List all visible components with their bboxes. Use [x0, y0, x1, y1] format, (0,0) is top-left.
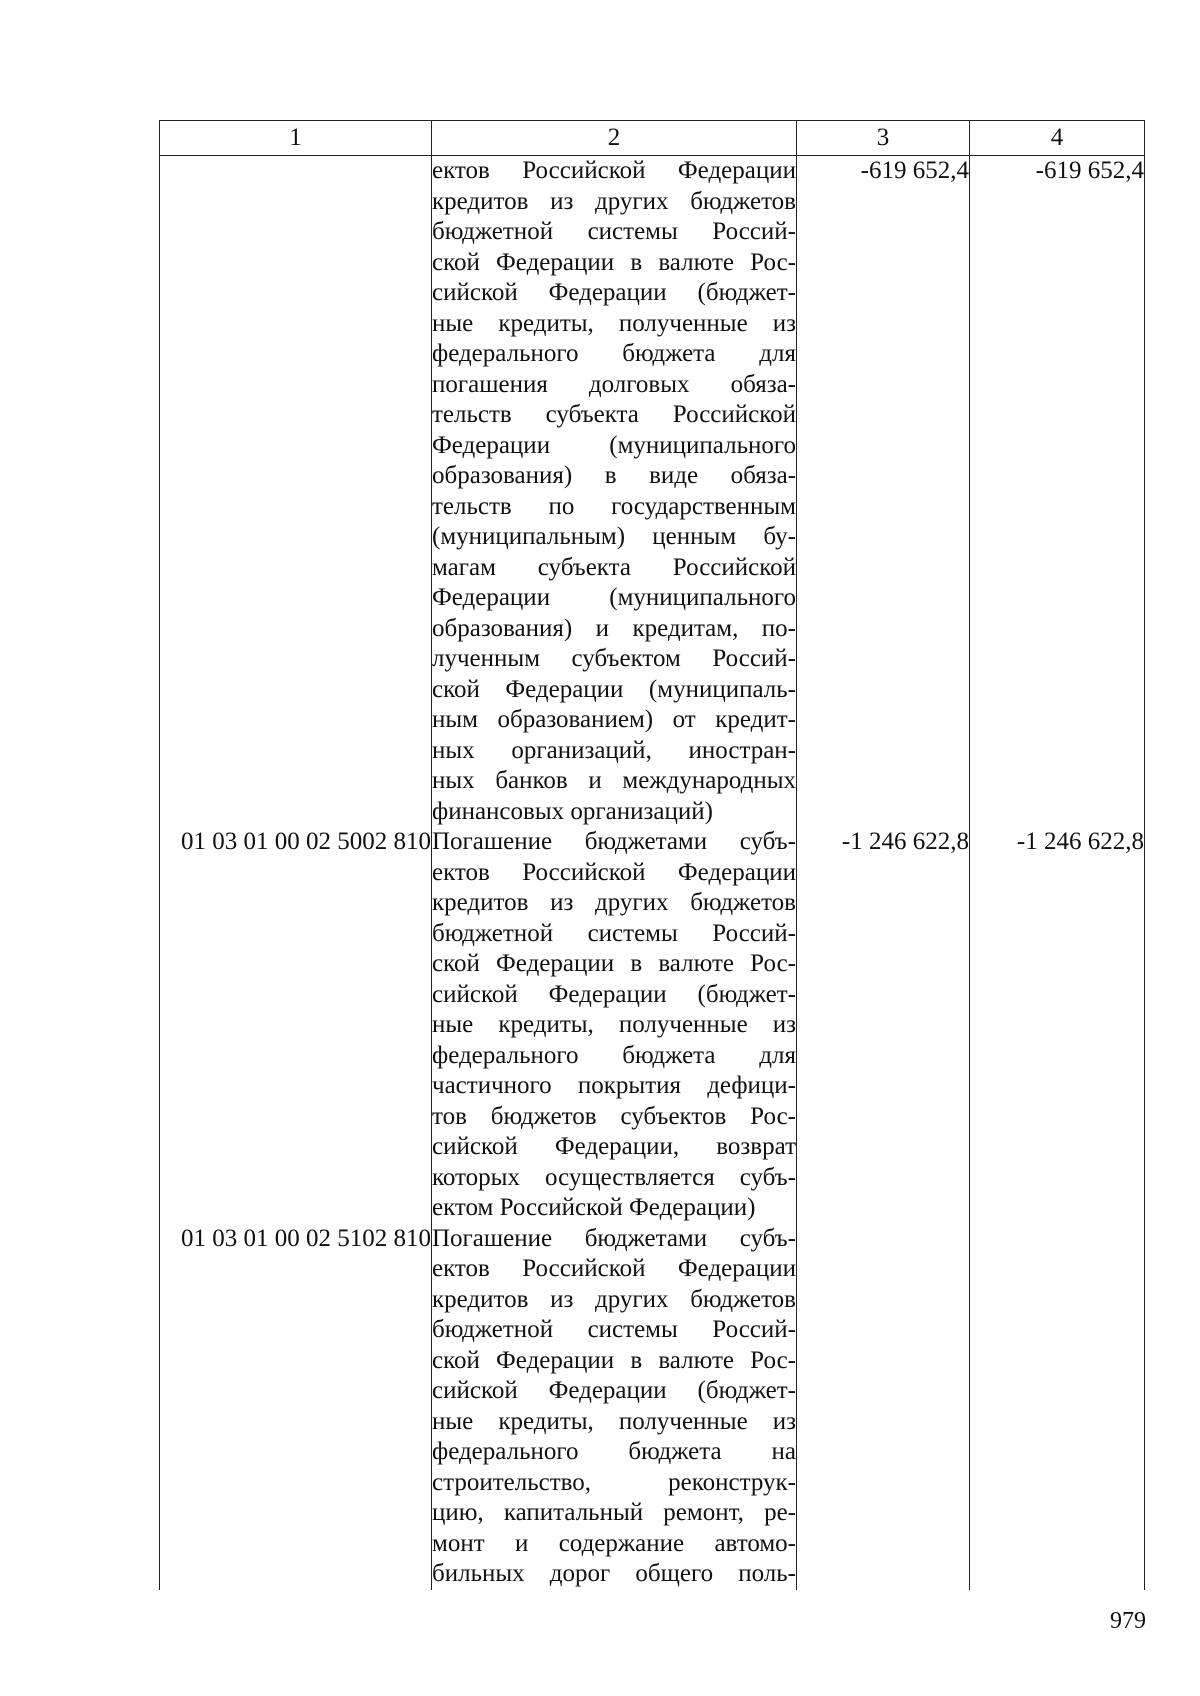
description-line: ные кредиты, полученные из [432, 1407, 796, 1435]
description-line: кредитов из других бюджетов [432, 889, 796, 916]
amount-col-4 [970, 1224, 1145, 1590]
description-line: ных организаций, иностран- [432, 736, 796, 764]
description-line: федерального бюджета для [432, 340, 796, 367]
description-line: лученным субъектом Россий- [432, 645, 796, 672]
description-line: кредитов из других бюджетов [432, 1285, 796, 1313]
description-line: ектом Российской Федерации) [432, 1194, 756, 1221]
description-cell [432, 827, 797, 1224]
description-line: Федерации (муниципального [432, 584, 796, 611]
description-line: сийской Федерации, возврат [432, 1133, 796, 1160]
description-line: сийской Федерации (бюджет- [432, 1377, 796, 1404]
description-line: сийской Федерации (бюджет- [432, 980, 796, 1008]
description-line: образования) в виде обяза- [432, 462, 796, 489]
description-line: тельств субъекта Российской [432, 401, 796, 428]
header-col-2: 2 [432, 121, 797, 156]
header-col-1: 1 [160, 121, 432, 156]
description-line: частичного покрытия дефици- [432, 1072, 796, 1099]
description-line: кредитов из других бюджетов [432, 187, 796, 215]
description-line: ные кредиты, полученные из [432, 309, 796, 337]
description-line: погашения долговых обяза- [432, 370, 796, 398]
description-cell [432, 1224, 797, 1590]
description-line: (муниципальным) ценным бу- [432, 523, 796, 550]
description-line: магам субъекта Российской [432, 553, 796, 581]
description-line: ской Федерации (муниципаль- [432, 675, 796, 703]
amount-col-3 [797, 1224, 970, 1590]
description-line: бюджетной системы Россий- [432, 919, 796, 947]
description-line: образования) и кредитам, по- [432, 614, 796, 642]
description-line: ской Федерации в валюте Рос- [432, 248, 796, 276]
description-line: строительство, реконструк- [432, 1468, 796, 1496]
description-line: Погашение бюджетами субъ- [432, 828, 796, 855]
description-line: ектов Российской Федерации [432, 157, 796, 184]
description-line: ской Федерации в валюте Рос- [432, 950, 796, 977]
description-line: ных банков и международных [432, 767, 796, 794]
table-row [160, 156, 1145, 828]
amount-col-4: -619 652,4 [970, 156, 1145, 828]
description-line: сийской Федерации (бюджет- [432, 279, 796, 306]
amount-col-4: -1 246 622,8 [970, 827, 1145, 1224]
table-body [160, 156, 1145, 1590]
description-line: тельств по государственным [432, 492, 796, 520]
page-number: 979 [1110, 1608, 1146, 1634]
description-line: цию, капитальный ремонт, ре- [432, 1499, 796, 1526]
description-cell [432, 156, 797, 828]
description-line: тов бюджетов субъектов Рос- [432, 1102, 796, 1130]
description-line: ные кредиты, полученные из [432, 1011, 796, 1038]
budget-code-cell: 01 03 01 00 02 5002 810 [160, 827, 432, 1224]
description-line: ектов Российской Федерации [432, 1255, 796, 1282]
table-row [160, 1224, 1145, 1590]
budget-table [159, 120, 1145, 1590]
header-col-4: 4 [970, 121, 1145, 156]
description-line: монт и содержание автомо- [432, 1529, 796, 1557]
table-row [160, 827, 1145, 1224]
description-line: бюджетной системы Россий- [432, 1316, 796, 1343]
description-line: ектов Российской Федерации [432, 858, 796, 886]
description-line: Погашение бюджетами субъ- [432, 1224, 796, 1252]
description-line: федерального бюджета для [432, 1041, 796, 1069]
description-line: бильных дорог общего поль- [432, 1560, 796, 1587]
amount-col-3: -619 652,4 [797, 156, 970, 828]
description-line: Федерации (муниципального [432, 431, 796, 459]
description-line: финансовых организаций) [432, 797, 713, 825]
table-header [160, 121, 1145, 156]
header-row [160, 121, 1145, 156]
amount-col-3: -1 246 622,8 [797, 827, 970, 1224]
description-line: ным образованием) от кредит- [432, 706, 796, 733]
description-line: ской Федерации в валюте Рос- [432, 1346, 796, 1374]
budget-code-cell: 01 03 01 00 02 5102 810 [160, 1224, 432, 1590]
budget-code-cell [160, 156, 432, 828]
header-col-3: 3 [797, 121, 970, 156]
description-line: федерального бюджета на [432, 1438, 796, 1465]
description-line: которых осуществляется субъ- [432, 1163, 796, 1191]
description-line: бюджетной системы Россий- [432, 218, 796, 245]
